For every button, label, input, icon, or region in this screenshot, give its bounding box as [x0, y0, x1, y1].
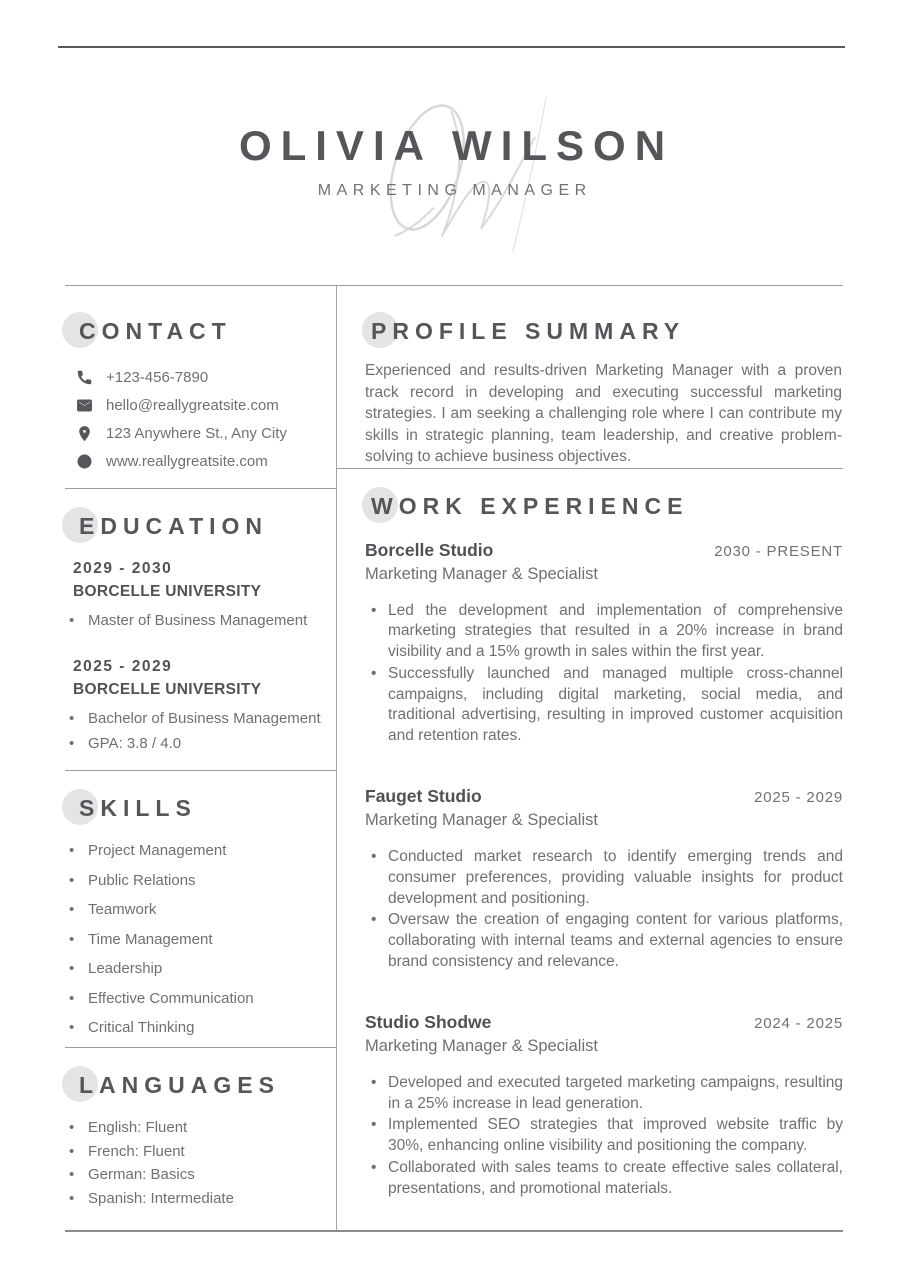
- education-school: BORCELLE UNIVERSITY: [73, 583, 262, 600]
- education-years: 2025 - 2029: [73, 658, 173, 675]
- education-years: 2029 - 2030: [73, 560, 173, 577]
- education-entry: [73, 560, 336, 629]
- profile-summary-section: [337, 286, 843, 468]
- ow-monogram-watermark-icon: [311, 79, 611, 264]
- location-icon: [76, 425, 93, 442]
- job-entry: [365, 540, 843, 748]
- email-icon: [76, 397, 93, 414]
- job-bullet: • Collaborated with sales teams to create effective sales collateral, presentations, and promotional materials.: [365, 1158, 843, 1200]
- content-columns: [65, 285, 843, 1232]
- job-bullet: • Conducted market research to identify emerging trends and consumer preferences, providing valuable insights for product development and positioning.: [365, 847, 843, 909]
- job-header: [365, 786, 843, 807]
- job-role: Marketing Manager & Specialist: [365, 1036, 598, 1055]
- person-name: OLIVIA WILSON: [238, 122, 675, 169]
- contact-list: [65, 369, 336, 470]
- job-bullet-list: [365, 1073, 843, 1200]
- education-detail: • Bachelor of Business Management: [65, 710, 336, 727]
- skill-item: • Leadership: [65, 960, 336, 977]
- job-role: Marketing Manager & Specialist: [365, 564, 598, 583]
- contact-heading: CONTACT: [65, 318, 336, 344]
- skill-item: • Public Relations: [65, 872, 336, 889]
- profile-summary-heading: PROFILE SUMMARY: [365, 318, 843, 344]
- job-bullet: • Successfully launched and managed multiple cross-channel campaigns, including digital marketing, social media, and traditional advertising, resulting in improved customer acquisition and retention rates.: [365, 664, 843, 747]
- header: [0, 47, 904, 285]
- job-company: Studio Shodwe: [365, 1011, 492, 1032]
- language-item: • Spanish: Intermediate: [65, 1190, 336, 1207]
- skill-item: • Effective Communication: [65, 990, 336, 1007]
- phone-icon: [76, 369, 93, 386]
- job-bullet: • Developed and executed targeted marketing campaigns, resulting in a 25% increase in lead generation.: [365, 1073, 843, 1115]
- skill-item: • Critical Thinking: [65, 1019, 336, 1036]
- job-entry: [365, 1012, 843, 1200]
- skills-section: [65, 770, 336, 1047]
- right-column: [337, 286, 843, 1230]
- person-job-title: MARKETING MANAGER: [317, 182, 592, 199]
- language-item: • French: Fluent: [65, 1143, 336, 1160]
- work-experience-section: [337, 468, 843, 1239]
- contact-website-text: www.reallygreatsite.com: [106, 453, 268, 470]
- job-bullet: • Implemented SEO strategies that improved website traffic by 30%, enhancing online visibility and positioning the company.: [365, 1115, 843, 1157]
- contact-website-row: [76, 453, 336, 470]
- skills-heading: SKILLS: [65, 795, 336, 821]
- globe-icon: [76, 453, 93, 470]
- education-entry: [73, 658, 336, 752]
- languages-section: [65, 1047, 336, 1230]
- job-header: [365, 1012, 843, 1033]
- job-bullet: • Oversaw the creation of engaging content for various platforms, collaborating with internal teams and external agencies to ensure brand consistency and relevance.: [365, 910, 843, 972]
- skill-item: • Teamwork: [65, 901, 336, 918]
- languages-list: [65, 1119, 336, 1207]
- education-detail: • Master of Business Management: [65, 612, 336, 629]
- contact-email-text: hello@reallygreatsite.com: [106, 397, 279, 414]
- job-header: [365, 540, 843, 561]
- job-bullet-list: [365, 847, 843, 973]
- job-dates: 2025 - 2029: [754, 789, 843, 807]
- education-detail: • GPA: 3.8 / 4.0: [65, 735, 336, 752]
- job-dates: 2024 - 2025: [754, 1014, 843, 1032]
- education-school: BORCELLE UNIVERSITY: [73, 681, 262, 698]
- education-heading: EDUCATION: [65, 513, 336, 539]
- language-item: • English: Fluent: [65, 1119, 336, 1136]
- contact-email-row: [76, 397, 336, 414]
- job-bullet: • Led the development and implementation of comprehensive marketing strategies that resulted in a 20% increase in brand visibility and a 15% growth in sales within the first year.: [365, 601, 843, 663]
- left-column: [65, 286, 337, 1230]
- education-section: [65, 488, 336, 770]
- skills-list: [65, 842, 336, 1036]
- job-entry: [365, 786, 843, 973]
- job-role: Marketing Manager & Specialist: [365, 811, 598, 830]
- job-company: Borcelle Studio: [365, 539, 494, 560]
- contact-address-row: [76, 425, 336, 442]
- education-detail-list: [65, 612, 336, 629]
- contact-phone-text: +123-456-7890: [106, 369, 209, 386]
- profile-summary-text: Experienced and results-driven Marketing Manager with a proven track record in developing and executing successful marketing strategies. I am seeking a challenging role where I can contribute my skills in strategic planning, team leadership, and creative problem-solving to achieve business objectives.: [365, 362, 842, 465]
- job-bullet-list: [365, 601, 843, 748]
- contact-section: [65, 286, 336, 488]
- languages-heading: LANGUAGES: [65, 1072, 336, 1098]
- contact-address-text: 123 Anywhere St., Any City: [106, 425, 287, 442]
- language-item: • German: Basics: [65, 1166, 336, 1183]
- skill-item: • Time Management: [65, 931, 336, 948]
- education-detail-list: [65, 710, 336, 752]
- work-experience-heading: WORK EXPERIENCE: [365, 493, 843, 519]
- contact-phone-row: [76, 369, 336, 386]
- job-company: Fauget Studio: [365, 786, 482, 807]
- skill-item: • Project Management: [65, 842, 336, 859]
- job-dates: 2030 - PRESENT: [714, 542, 843, 560]
